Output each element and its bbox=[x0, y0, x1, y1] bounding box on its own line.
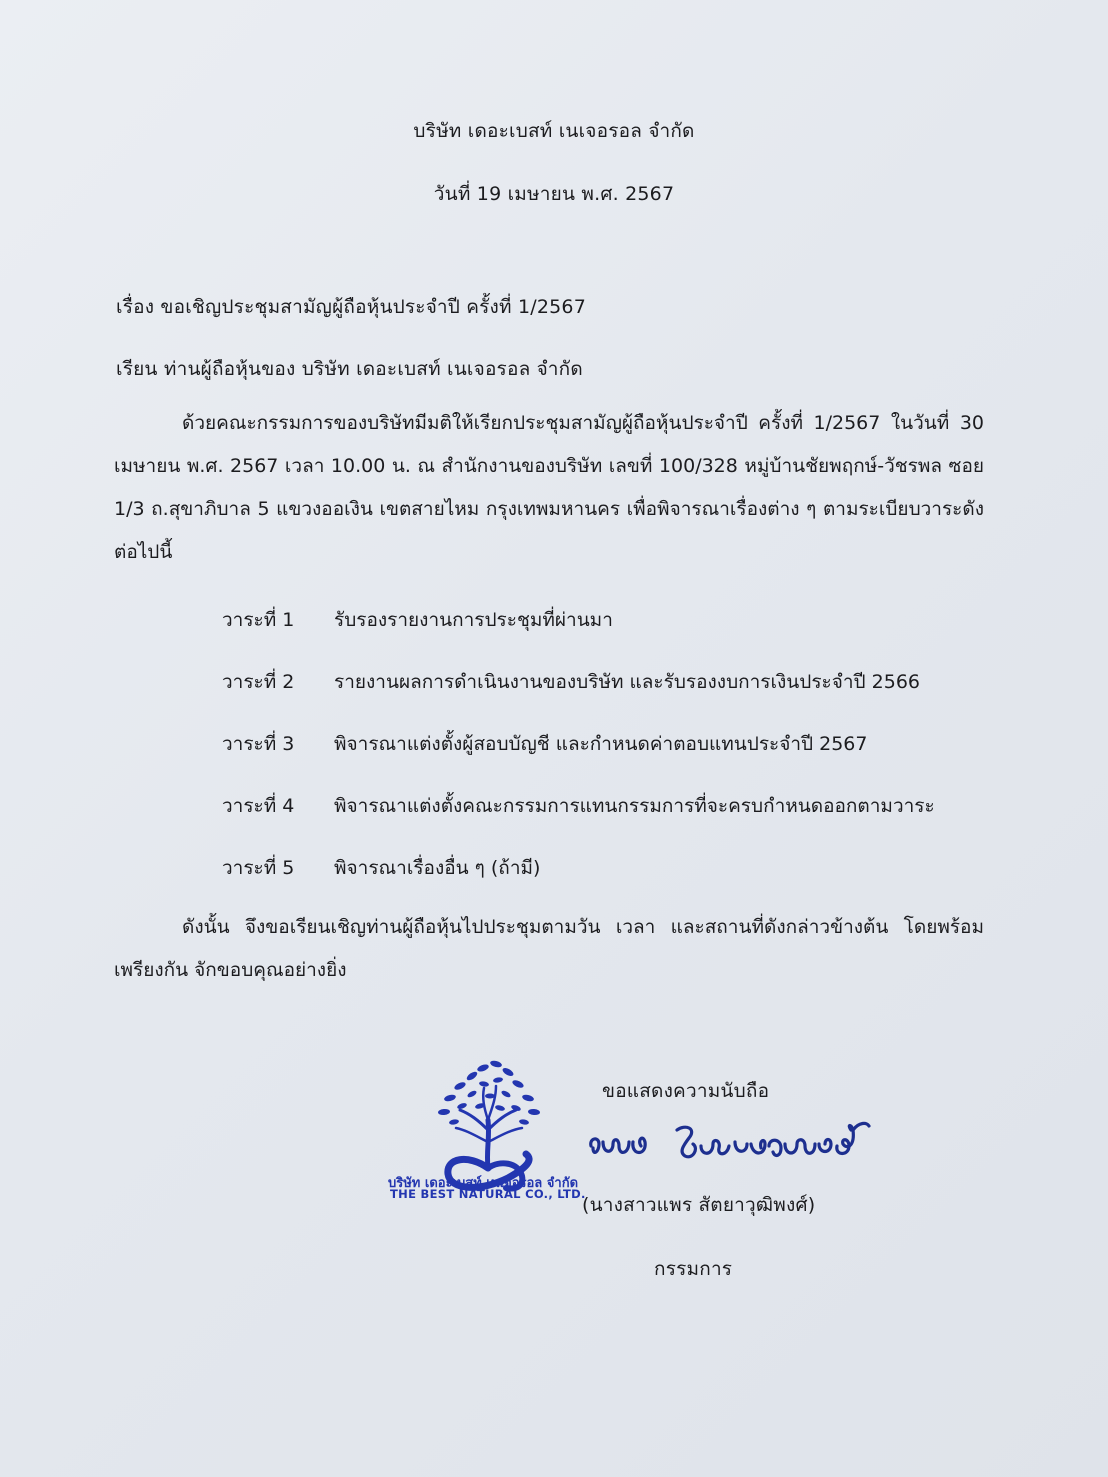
signatory-name: (นางสาวแพร สัตยาวุฒิพงศ์) bbox=[582, 1194, 816, 1216]
agenda-item bbox=[222, 667, 920, 697]
company-heading: บริษัท เดอะเบสท์ เนเจอรอล จำกัด bbox=[413, 120, 695, 142]
agenda-label: วาระที่ 3 bbox=[222, 733, 295, 755]
letter-recipient: เรียน ท่านผู้ถือหุ้นของ บริษัท เดอะเบสท์ เนเจอรอล จำกัด bbox=[116, 358, 583, 380]
salutation: ขอแสดงความนับถือ bbox=[602, 1080, 770, 1102]
letter-subject: เรื่อง ขอเชิญประชุมสามัญผู้ถือหุ้นประจำปี ครั้งที่ 1/2567 bbox=[116, 296, 587, 318]
agenda-label: วาระที่ 1 bbox=[222, 609, 295, 631]
agenda-item bbox=[222, 791, 935, 821]
agenda-item bbox=[222, 605, 613, 635]
stamp-company-name-en: THE BEST NATURAL CO., LTD. bbox=[390, 1187, 586, 1201]
closing-paragraph: ดังนั้น จึงขอเรียนเชิญท่านผู้ถือหุ้นไปประชุมตามวัน เวลา และสถานที่ดังกล่าวข้างต้น โดยพร้อมเพรียงกัน จักขอบคุณอย่างยิ่ง bbox=[114, 916, 984, 981]
intro-paragraph: ด้วยคณะกรรมการของบริษัทมีมติให้เรียกประชุมสามัญผู้ถือหุ้นประจำปี ครั้งที่ 1/2567 ในวันที่ 30 เมษายน พ.ศ. 2567 เวลา 10.00 น. ณ สำนักงานของบริษัท เลขที่ 100/328 หมู่บ้านชัยพฤกษ์-วัชรพล ซอย 1/3 ถ.สุขาภิบาล 5 แขวงออเงิน เขตสายไหม กรุงเทพมหานคร เพื่อพิจารณาเรื่องต่าง ๆ ตามระเบียบวาระดังต่อไปนี้ bbox=[114, 412, 984, 563]
agenda-text: รับรองรายงานการประชุมที่ผ่านมา bbox=[334, 609, 613, 631]
signatory-title: กรรมการ bbox=[654, 1258, 733, 1280]
stamp-company-name-th: บริษัท เดอะเบสท์ เนเจอรอล จำกัด bbox=[388, 1176, 579, 1191]
agenda-text: พิจารณาเรื่องอื่น ๆ (ถ้ามี) bbox=[334, 857, 541, 879]
handwritten-signature bbox=[585, 1116, 885, 1176]
agenda-label: วาระที่ 4 bbox=[222, 795, 295, 817]
letter-date: วันที่ 19 เมษายน พ.ศ. 2567 bbox=[433, 183, 675, 205]
agenda-text: พิจารณาแต่งตั้งผู้สอบบัญชี และกำหนดค่าตอบแทนประจำปี 2567 bbox=[334, 733, 868, 755]
agenda-text: รายงานผลการดำเนินงานของบริษัท และรับรองงบการเงินประจำปี 2566 bbox=[334, 671, 920, 693]
agenda-text: พิจารณาแต่งตั้งคณะกรรมการแทนกรรมการที่จะครบกำหนดออกตามวาระ bbox=[334, 795, 935, 817]
agenda-label: วาระที่ 2 bbox=[222, 671, 295, 693]
agenda-label: วาระที่ 5 bbox=[222, 857, 295, 879]
agenda-item bbox=[222, 853, 540, 883]
agenda-item bbox=[222, 729, 867, 759]
